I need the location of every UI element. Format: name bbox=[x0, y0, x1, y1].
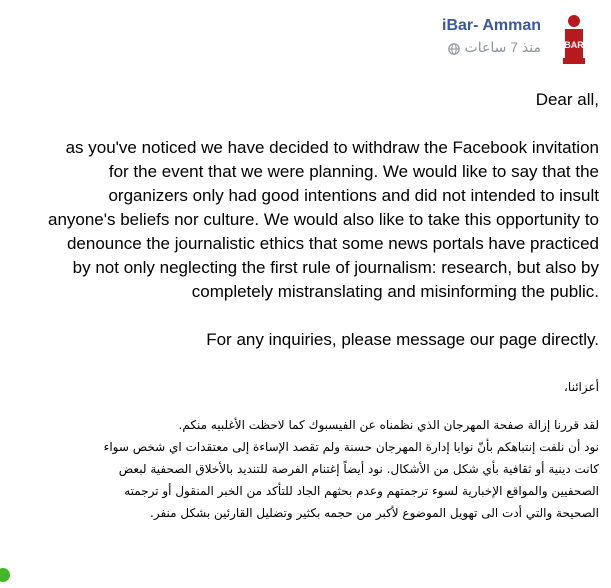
post-timestamp[interactable] bbox=[442, 38, 541, 56]
page-name-link[interactable]: iBar- Amman bbox=[442, 17, 541, 34]
arabic-greeting: أعزائنا، bbox=[564, 380, 599, 394]
english-paragraph-line: for the event that we were planning. We would like to say that the bbox=[108, 162, 599, 181]
arabic-paragraph-line: الصحيحة والتي أدت الى تهويل الموضوع لأكبر من حجمه بكثير وتضليل القارئين بشكل منفر. bbox=[150, 506, 599, 520]
english-paragraph-line: completely mistranslating and misinforming the public. bbox=[191, 282, 599, 301]
post-header bbox=[442, 14, 597, 66]
english-contact-note: For any inquiries, please message our page directly. bbox=[206, 330, 599, 349]
ibar-logo-icon[interactable] bbox=[551, 14, 597, 66]
english-paragraph-line: by not only neglecting the first rule of journalism: research, but also by bbox=[72, 258, 599, 277]
page-meta bbox=[442, 16, 541, 56]
english-paragraph-line: as you've noticed we have decided to withdraw the Facebook invitation bbox=[65, 138, 599, 157]
svg-text:BAR: BAR bbox=[564, 40, 584, 50]
english-paragraph-line: organizers only had good intentions and did not intended to insult bbox=[108, 186, 599, 205]
arabic-paragraph-line: نود أن نلفت إنتباهكم بأنّ نوايا إدارة المهرجان حسنة ولم تقصد الإساءة إلى معتقدات اي شخص سواء bbox=[103, 440, 599, 454]
arabic-paragraph-line: لقد قررنا إزالة صفحة المهرجان الذي نظمناه عن الفيسبوك كما لاحظت الأغلبيه منكم. bbox=[178, 418, 599, 432]
english-paragraph-line: denounce the journalistic ethics that some news portals have practiced bbox=[66, 234, 599, 253]
post-time-label: منذ 7 ساعات bbox=[464, 39, 541, 55]
arabic-paragraph-line: كانت دينية أو ثقافية بأي شكل من الأشكال. نود أيضاً إغتنام الفرصة للتنديد بالأخلاق الصحفية لبعض bbox=[118, 462, 599, 476]
english-paragraph-line: anyone's beliefs nor culture. We would also like to take this opportunity to bbox=[47, 210, 599, 229]
globe-icon bbox=[448, 41, 460, 53]
arabic-text-block bbox=[10, 376, 599, 524]
english-greeting: Dear all, bbox=[535, 90, 599, 109]
arabic-paragraph-line: الصحفيين والمواقع الإخبارية لسوء ترجمتهم وعدم بحثهم الجاد للتأكد من الخبر المنقول أو ترجمته bbox=[124, 484, 599, 498]
post-body bbox=[10, 88, 599, 524]
online-status-dot bbox=[0, 568, 10, 582]
